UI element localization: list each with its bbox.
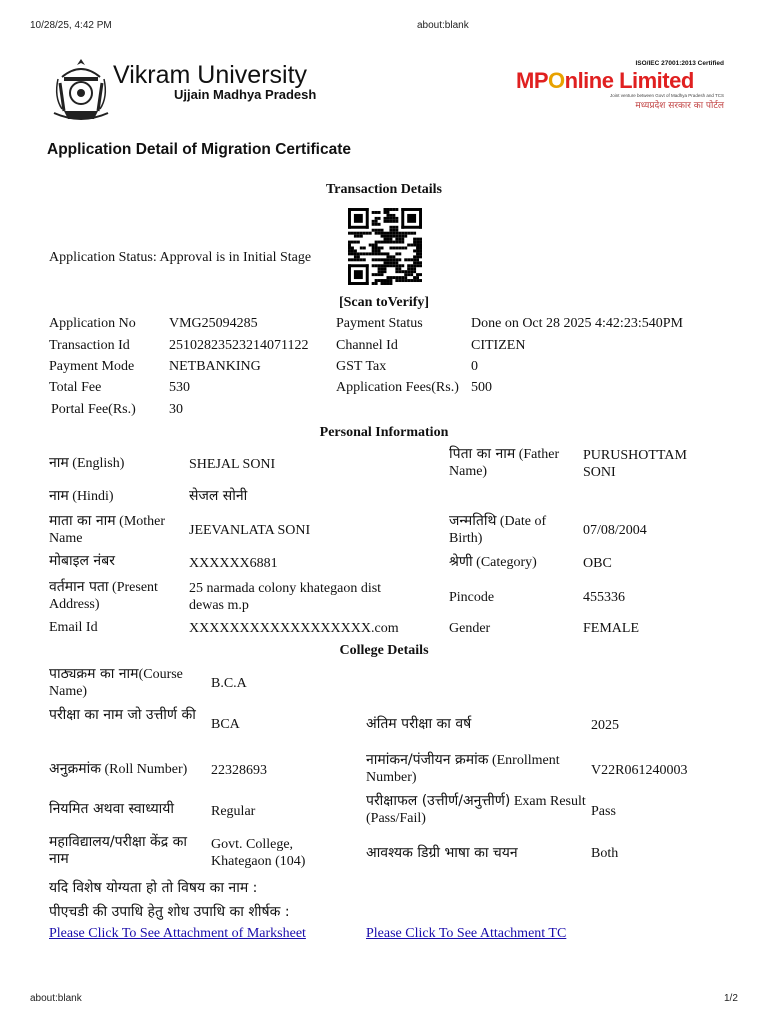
- txn-label-total-fee: Total Fee: [49, 380, 102, 395]
- print-footer-url: about:blank: [30, 993, 82, 1004]
- value-father-name: PURUSHOTTAM SONI: [583, 448, 687, 480]
- label-father-name: पिता का नाम (Father Name): [449, 446, 560, 479]
- application-status-value: Approval is in Initial Stage: [159, 250, 312, 265]
- mponline-tagline: Joint venture between Govt of Madhya Pradesh and TCS: [610, 93, 724, 98]
- value-name-english: SHEJAL SONI: [189, 457, 276, 472]
- value-pincode: 455336: [583, 590, 625, 605]
- txn-value-transaction-id: 25102823523214071122: [169, 338, 309, 353]
- value-roll-number: 22328693: [211, 763, 267, 778]
- value-gender: FEMALE: [583, 621, 639, 636]
- university-name: Vikram University: [113, 61, 308, 89]
- txn-value-application-no: VMG25094285: [169, 316, 258, 331]
- txn-label-application-no: Application No: [49, 316, 136, 331]
- university-seal-logo: [50, 57, 112, 123]
- value-mobile: XXXXXX6881: [189, 556, 278, 571]
- txn-label-gst-tax: GST Tax: [336, 359, 387, 374]
- txn-value-gst-tax: 0: [471, 359, 478, 374]
- value-category: OBC: [583, 556, 612, 571]
- txn-label-transaction-id: Transaction Id: [49, 338, 130, 353]
- label-college-centre: महाविद्यालय/परीक्षा केंद्र का नाम: [49, 834, 188, 867]
- label-email: Email Id: [49, 620, 98, 635]
- value-exam-result: Pass: [591, 804, 616, 819]
- label-special-subject: यदि विशेष योग्यता हो तो विषय का नाम :: [49, 880, 258, 896]
- txn-value-portal-fee: 30: [169, 402, 183, 417]
- value-college-centre: Govt. College, Khategaon (104): [211, 837, 306, 869]
- label-gender: Gender: [449, 621, 491, 636]
- mponline-hindi: मध्यप्रदेश सरकार का पोर्टल: [635, 101, 724, 111]
- print-datetime: 10/28/25, 4:42 PM: [30, 20, 112, 31]
- txn-label-channel-id: Channel Id: [336, 338, 398, 353]
- application-status: [49, 249, 311, 266]
- value-mother-name: JEEVANLATA SONI: [189, 523, 311, 538]
- label-degree-language: आवश्यक डिग्री भाषा का चयन: [366, 845, 518, 861]
- label-last-exam-year: अंतिम परीक्षा का वर्ष: [366, 716, 472, 732]
- verification-qr-code: [348, 208, 422, 285]
- value-enrollment-number: V22R061240003: [591, 763, 688, 778]
- value-email: XXXXXXXXXXXXXXXXXX.com: [189, 621, 399, 636]
- scan-to-verify-label: [Scan toVerify]: [338, 295, 430, 310]
- txn-value-channel-id: CITIZEN: [471, 338, 526, 353]
- txn-label-portal-fee: Portal Fee(Rs.): [51, 402, 136, 417]
- print-title: about:blank: [417, 20, 469, 31]
- iso-cert: ISO/IEC 27001:2013 Certified: [635, 60, 724, 67]
- label-course-name: पाठ्यक्रम का नाम(Course Name): [49, 666, 183, 699]
- label-regular-private: नियमित अथवा स्वाध्यायी: [49, 801, 175, 817]
- application-status-label: Application Status:: [49, 250, 157, 265]
- value-dob: 07/08/2004: [583, 523, 647, 538]
- value-course-name: B.C.A: [211, 676, 247, 691]
- label-mother-name: माता का नाम (Mother Name: [49, 513, 166, 546]
- marksheet-attachment-link[interactable]: Please Click To See Attachment of Marksheet: [49, 926, 306, 941]
- label-mobile: मोबाइल नंबर: [49, 553, 115, 569]
- txn-value-application-fees: 500: [471, 380, 492, 395]
- label-present-address: वर्तमान पता (Present Address): [49, 579, 158, 612]
- print-footer-page: 1/2: [724, 993, 738, 1004]
- label-name-english: नाम (English): [49, 455, 125, 471]
- value-last-exam-year: 2025: [591, 718, 619, 733]
- value-present-address: 25 narmada colony khategaon dist dewas m.p: [189, 581, 382, 613]
- university-location: Ujjain Madhya Pradesh: [174, 87, 317, 102]
- value-degree-language: Both: [591, 846, 619, 861]
- label-dob: जन्मतिथि (Date of Birth): [449, 513, 547, 546]
- personal-heading: Personal Information: [319, 425, 449, 440]
- tc-attachment-link[interactable]: Please Click To See Attachment TC: [366, 926, 567, 941]
- txn-value-payment-mode: NETBANKING: [169, 359, 261, 374]
- label-name-hindi: नाम (Hindi): [49, 488, 114, 504]
- value-name-hindi: सेजल सोनी: [189, 488, 248, 504]
- label-phd-title: पीएचडी की उपाधि हेतु शोध उपाधि का शीर्षक :: [49, 904, 290, 920]
- label-exam-result: परीक्षाफल (उत्तीर्ण/अनुत्तीर्ण) Exam Result (Pass/Fail): [366, 793, 586, 826]
- label-enrollment-number: नामांकन/पंजीयन क्रमांक (Enrollment Number): [366, 752, 560, 785]
- mponline-wordmark: MPOnline Limited: [516, 68, 694, 93]
- txn-label-application-fees: Application Fees(Rs.): [336, 380, 459, 395]
- value-regular-private: Regular: [211, 804, 256, 819]
- label-exam-passed: परीक्षा का नाम जो उत्तीर्ण की: [49, 707, 196, 723]
- txn-value-payment-status: Done on Oct 28 2025 4:42:23:540PM: [471, 316, 683, 331]
- txn-label-payment-status: Payment Status: [336, 316, 423, 331]
- college-heading: College Details: [339, 643, 429, 658]
- txn-value-total-fee: 530: [169, 380, 190, 395]
- value-exam-passed: BCA: [211, 717, 240, 732]
- label-category: श्रेणी (Category): [449, 554, 537, 570]
- page-title: Application Detail of Migration Certificate: [47, 141, 351, 158]
- transaction-heading: Transaction Details: [325, 182, 442, 197]
- txn-label-payment-mode: Payment Mode: [49, 359, 135, 374]
- label-pincode: Pincode: [449, 590, 495, 605]
- mponline-logo: [516, 60, 726, 112]
- label-roll-number: अनुक्रमांक (Roll Number): [49, 761, 188, 777]
